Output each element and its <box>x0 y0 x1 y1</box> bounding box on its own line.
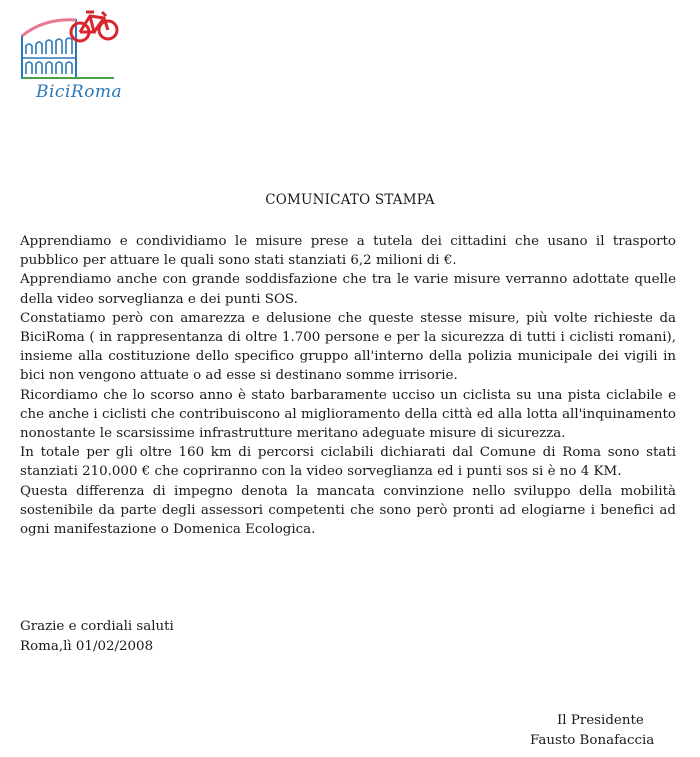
closing-block <box>20 617 174 656</box>
paragraph: In totale per gli oltre 160 km di percorsi ciclabili dichiarati dal Comune di Roma sono stati stanziati 210.000 € che copriranno con la video sorveglianza ed i punti sos si è no 4 KM. <box>20 445 676 480</box>
signatory-name: Fausto Bonafaccia <box>530 732 655 748</box>
paragraph: Apprendiamo e condividiamo le misure prese a tutela dei cittadini che usano il trasporto pubblico per attuare le quali sono stati stanziati 6,2 milioni di €. <box>20 234 676 269</box>
signature-block <box>530 711 654 750</box>
place-date: Roma,lì 01/02/2008 <box>20 638 154 654</box>
paragraph: Ricordiamo che lo scorso anno è stato barbaramente ucciso un ciclista su una pista ciclabile e che anche i ciclisti che contribuiscono al miglioramento della città ed alla lotta all'inquinamento nonostante le scarsissime infrastrutture meritano adeguate misure di sicurezza. <box>20 387 676 442</box>
paragraph: Questa differenza di impegno denota la mancata convinzione nello sviluppo della mobilità sostenibile da parte degli assessori competenti che sono però pronti ad elogiarne i benefici ad ogni manifestazione o Domenica Ecologica. <box>20 483 676 538</box>
biciroma-logo <box>14 6 134 106</box>
document-body <box>20 232 676 539</box>
paragraph: Apprendiamo anche con grande soddisfazione che tra le varie misure verranno adottate quelle della video sorveglianza e dei punti SOS. <box>20 272 676 307</box>
colosseum-bicycle-icon <box>14 6 134 86</box>
closing-greeting: Grazie e cordiali saluti <box>20 619 174 634</box>
signatory-role: Il Presidente <box>557 713 644 728</box>
paragraph: Constatiamo però con amarezza e delusione che queste stesse misure, più volte richieste da BiciRoma ( in rappresentanza di oltre 1.700 persone e per la sicurezza di tutti i ciclisti romani), insieme alla costituzione dello specifico gruppo all'interno della polizia municipale dei vigili in bici non vengono attuate o ad esse si destinano somme irrisorie. <box>20 310 676 384</box>
document-title: COMUNICATO STAMPA <box>265 192 435 208</box>
logo-text: BiciRoma <box>36 82 123 102</box>
